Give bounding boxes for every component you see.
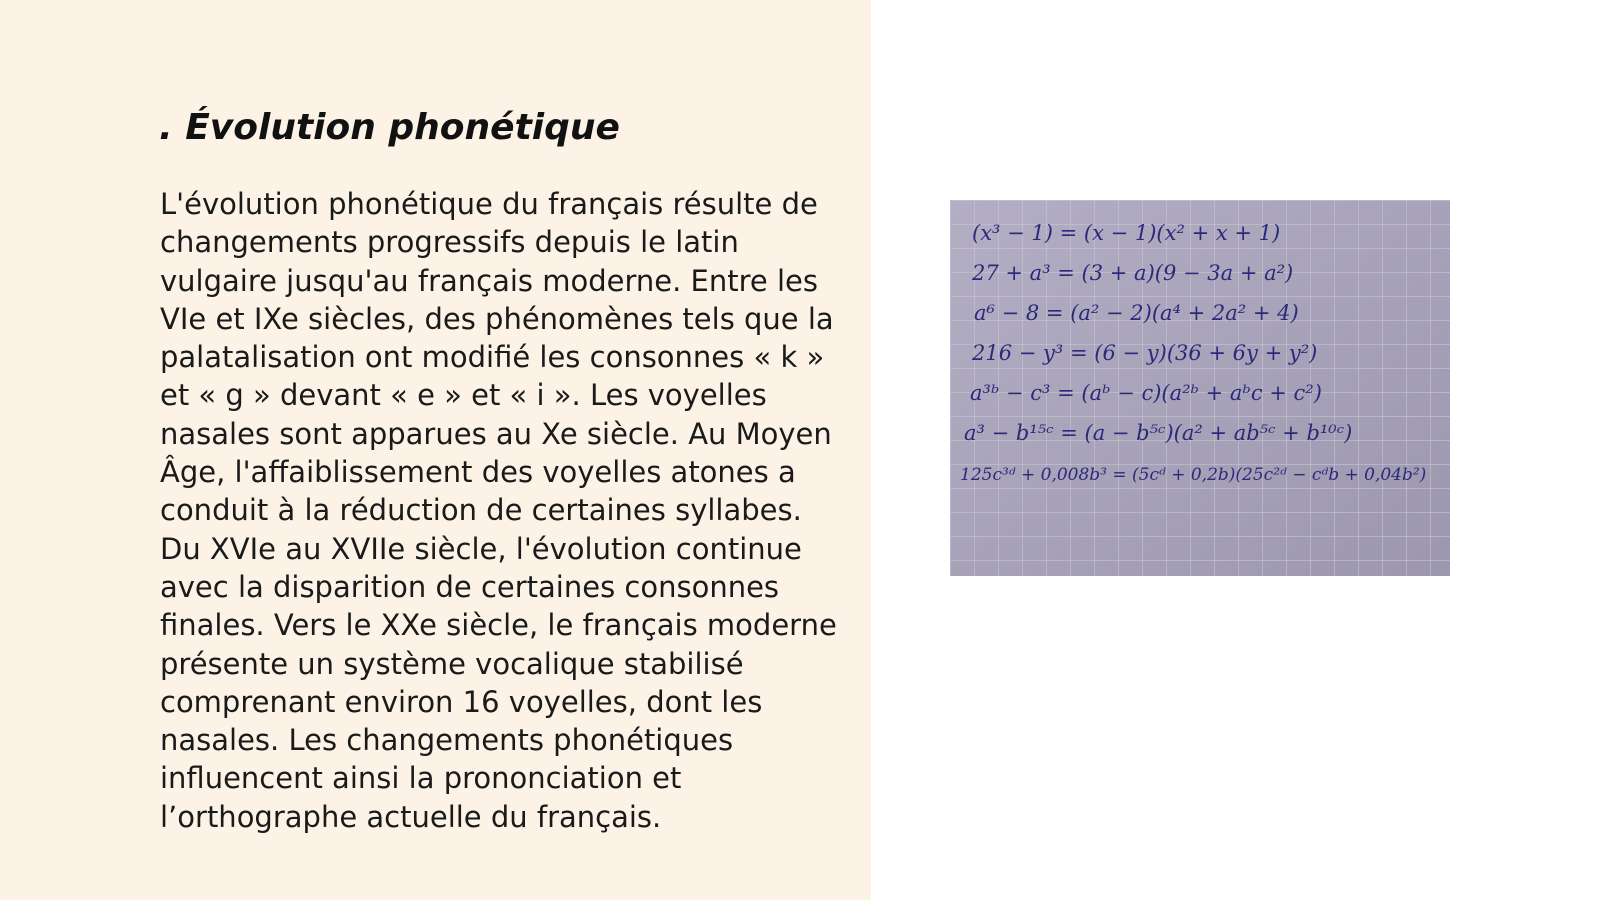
equation-line: a⁶ − 8 = (a² − 2)(a⁴ + 2a² + 4) xyxy=(974,301,1299,325)
equations-photo-image xyxy=(950,200,1450,576)
equation-line: 216 − y³ = (6 − y)(36 + 6y + y²) xyxy=(972,341,1318,365)
handwritten-equations-photo xyxy=(950,200,1450,576)
equation-line: a³ − b¹⁵ᶜ = (a − b⁵ᶜ)(a² + ab⁵ᶜ + b¹⁰ᶜ) xyxy=(964,421,1353,445)
equation-line: 125c³ᵈ + 0,008b³ = (5cᵈ + 0,2b)(25c²ᵈ − cᵈb + 0,04b²) xyxy=(960,465,1427,485)
equation-line: (x³ − 1) = (x − 1)(x² + x + 1) xyxy=(972,221,1281,245)
slide-title: . Évolution phonétique xyxy=(159,107,620,148)
equation-line: a³ᵇ − c³ = (aᵇ − c)(a²ᵇ + aᵇc + c²) xyxy=(970,381,1322,405)
equation-line: 27 + a³ = (3 + a)(9 − 3a + a²) xyxy=(972,261,1294,285)
slide-body-text: L'évolution phonétique du français résulte de changements progressifs depuis le latin vulgaire jusqu'au français moderne. Entre les VIe et IXe siècles, des phénomènes tels que la palatalisation ont modifié les consonnes « k » et « g » devant « e » et « i ». Les voyelles nasales sont apparues au Xe siècle. Au Moyen Âge, l'affaiblissement des voyelles atones a conduit à la réduction de certaines syllabes. Du XVIe au XVIIe siècle, l'évolution continue avec la disparition de certaines consonnes finales. Vers le XXe siècle, le français moderne présente un système vocalique stabilisé comprenant environ 16 voyelles, dont les nasales. Les changements phonétiques influencent ainsi la prononciation et l’orthographe actuelle du français. xyxy=(160,187,837,834)
